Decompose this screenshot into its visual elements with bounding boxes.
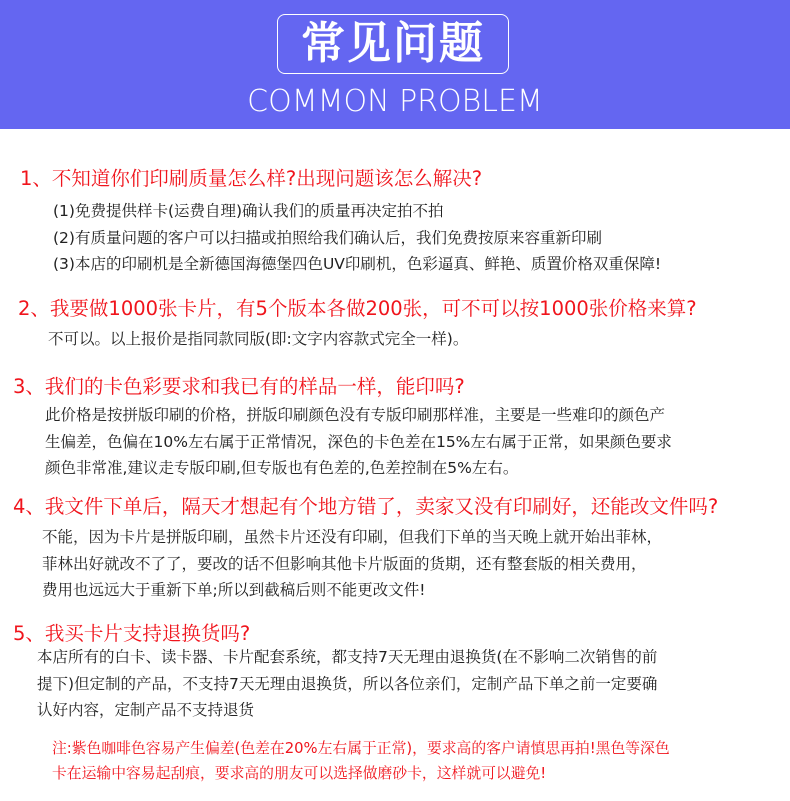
answer-line: 生偏差，色偏在10%左右属于正常情况，深色的卡色差在15%左右属于正常，如果颜色要求 bbox=[45, 432, 672, 451]
answer-line: 费用也远远大于重新下单;所以到截稿后则不能更改文件! bbox=[42, 581, 426, 599]
answer-line: 颜色非常准,建议走专版印刷,但专版也有色差的,色差控制在5%左右。 bbox=[45, 459, 519, 477]
header-banner bbox=[0, 0, 790, 129]
faq-answer-5 bbox=[37, 644, 657, 724]
answer-line: 不可以。以上报价是指同款同版(即:文字内容款式完全一样)。 bbox=[48, 330, 469, 348]
page-subtitle: COMMON PROBLEM bbox=[247, 84, 543, 119]
faq-answer-1 bbox=[53, 198, 661, 278]
faq-answer-4 bbox=[42, 524, 662, 604]
faq-question-5: 5、我买卡片支持退换货吗? bbox=[13, 622, 251, 645]
note-line: 卡在运输中容易起刮痕，要求高的朋友可以选择做磨砂卡，这样就可以避免! bbox=[52, 765, 547, 782]
page-title: 常见问题 bbox=[277, 14, 509, 74]
faq-answer-2 bbox=[48, 326, 468, 353]
answer-line: (3)本店的印刷机是全新德国海德堡四色UV印刷机，色彩逼真、鲜艳、质置价格双重保障! bbox=[53, 255, 662, 273]
answer-line: 提下)但定制的产品，不支持7天无理由退换货，所以各位亲们，定制产品下单之前一定要确 bbox=[37, 674, 658, 693]
answer-line: 认好内容，定制产品不支持退货 bbox=[37, 701, 255, 719]
faq-question-3: 3、我们的卡色彩要求和我已有的样品一样，能印吗? bbox=[13, 375, 465, 398]
answer-line: (1)免费提供样卡(运费自理)确认我们的质量再决定拍不拍 bbox=[53, 202, 444, 220]
note-line: 注:紫色咖啡色容易产生偏差(色差在20%左右属于正常)，要求高的客户请慎思再拍!黑色等深色 bbox=[52, 740, 670, 757]
faq-question-1: 1、不知道你们印刷质量怎么样?出现问题该怎么解决? bbox=[20, 167, 483, 190]
answer-line: 本店所有的白卡、读卡器、卡片配套系统，都支持7天无理由退换货(在不影响二次销售的前 bbox=[37, 648, 658, 666]
answer-line: 菲林出好就改不了了，要改的话不但影响其他卡片版面的货期，还有整套版的相关费用， bbox=[42, 554, 647, 573]
note bbox=[52, 736, 670, 786]
faq-answer-3 bbox=[45, 402, 672, 482]
answer-line: 此价格是按拼版印刷的价格，拼版印刷颜色没有专版印刷那样准，主要是一些难印的颜色产 bbox=[45, 406, 666, 424]
faq-question-4: 4、我文件下单后，隔天才想起有个地方错了，卖家又没有印刷好，还能改文件吗? bbox=[13, 495, 719, 518]
answer-line: 不能，因为卡片是拼版印刷，虽然卡片还没有印刷，但我们下单的当天晚上就开始出菲林， bbox=[42, 528, 663, 546]
faq-question-2: 2、我要做1000张卡片，有5个版本各做200张，可不可以按1000张价格来算? bbox=[18, 297, 697, 320]
answer-line: (2)有质量问题的客户可以扫描或拍照给我们确认后，我们免费按原来容重新印刷 bbox=[53, 228, 602, 247]
